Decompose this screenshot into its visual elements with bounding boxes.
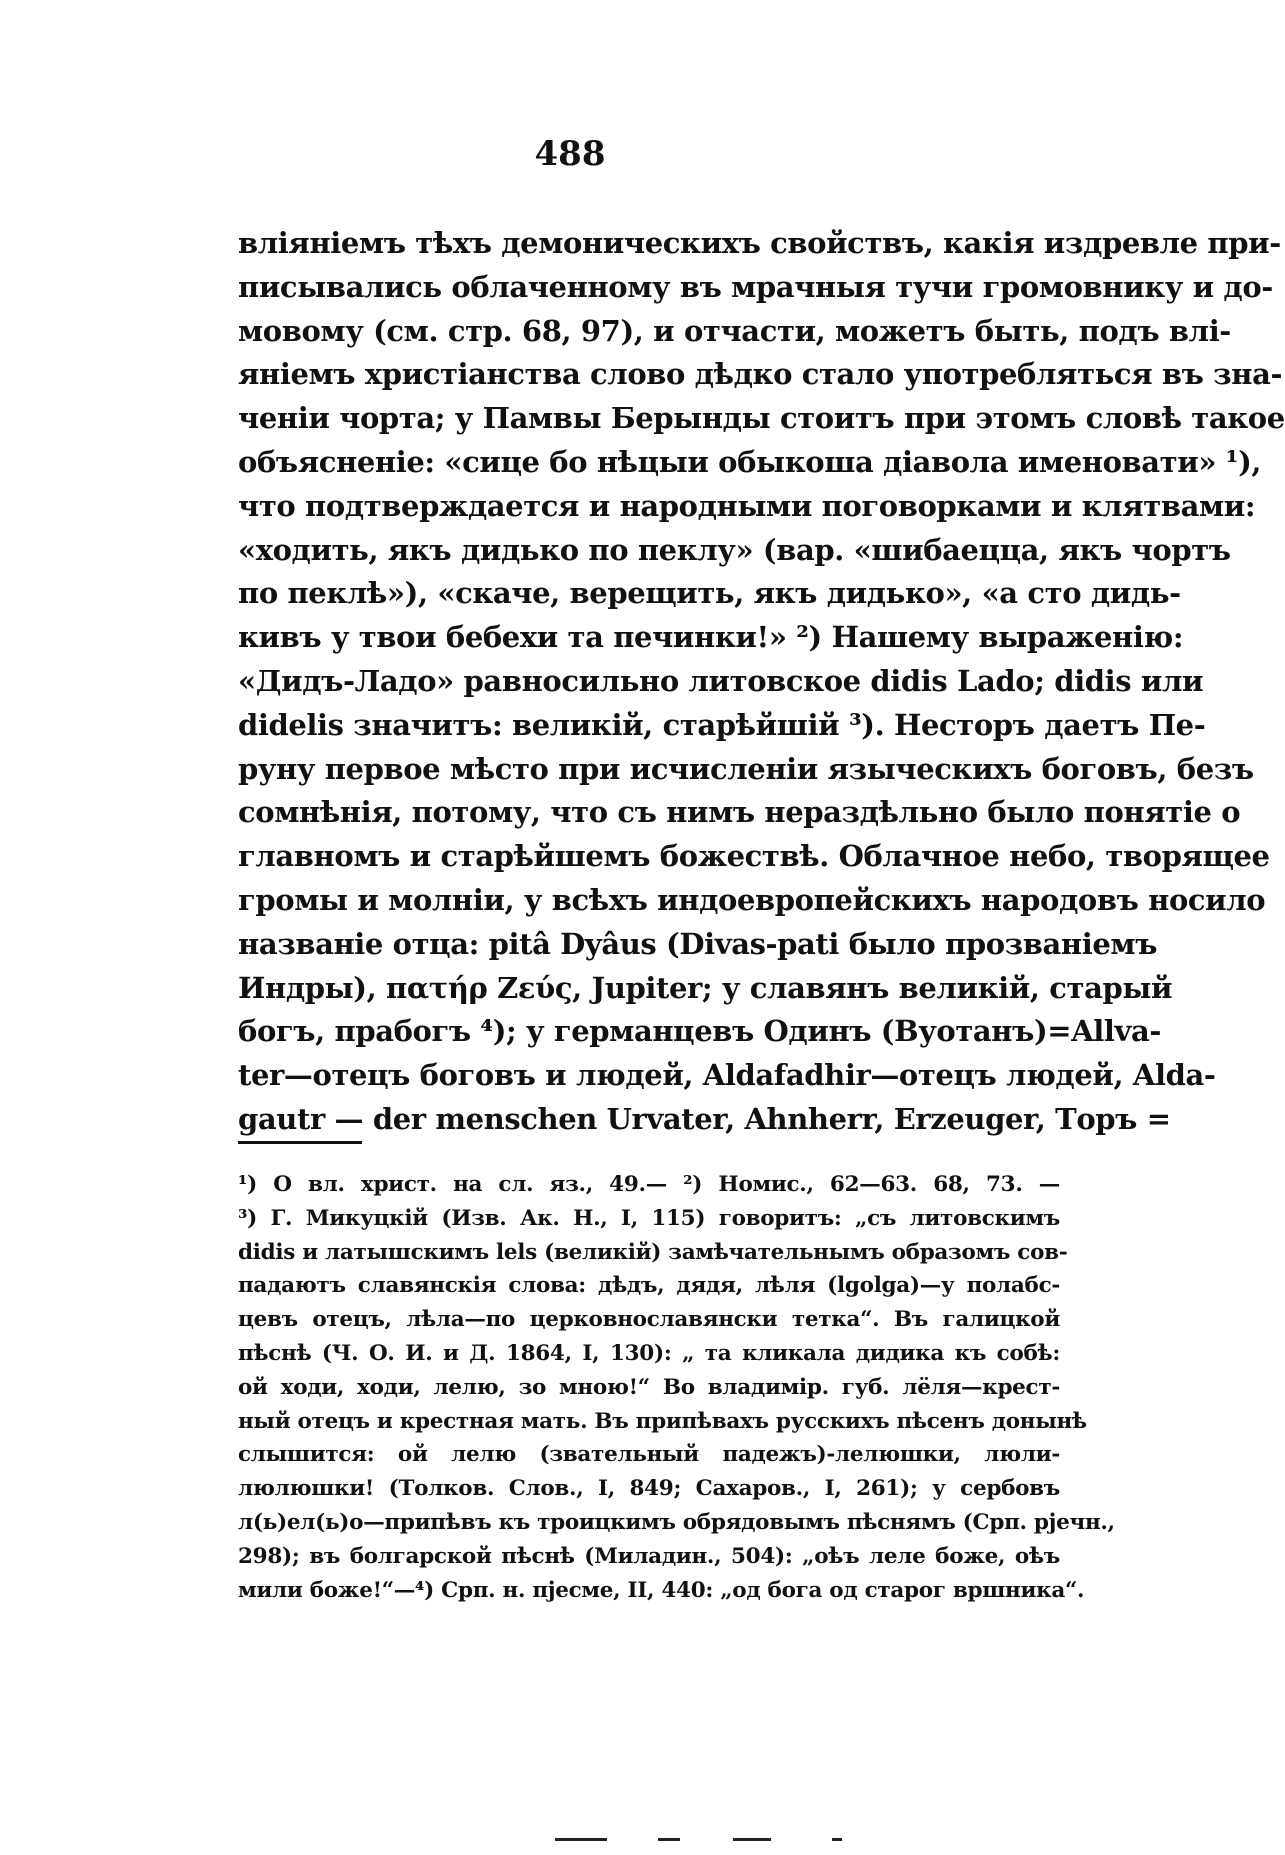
body-line: по пеклѣ»), «скаче, верещить, якъ дидько», «а сто дидь- xyxy=(238,576,1181,611)
footnote-line: ³) Г. Микуцкій (Изв. Ак. Н., I, 115) говоритъ: „съ литовскимъ xyxy=(238,1205,1060,1231)
body-line: gautr — der menschen Urvater, Ahnherr, Erzeuger, Торъ = xyxy=(238,1101,1171,1136)
footnote-line: слышится: ой лелю (звательный падежъ)-лелюшки, люли- xyxy=(238,1442,1060,1468)
body-line: кивъ у твои бебехи та печинки!» ²) Нашему выраженію: xyxy=(238,620,1184,655)
body-line: названіе отца: pitâ Dyâus (Divas-pati было прозваніемъ xyxy=(238,926,1158,961)
body-line: руну первое мѣсто при исчисленіи языческихъ боговъ, безъ xyxy=(238,751,1254,786)
footnote-line: 298); въ болгарской пѣснѣ (Миладин., 504): „оѣъ леле боже, оѣъ xyxy=(238,1543,1060,1569)
footnote-line: пѣснѣ (Ч. О. И. и Д. 1864, I, 130): „ та кликала дидика къ собѣ: xyxy=(238,1340,1060,1366)
body-line: главномъ и старѣйшемъ божествѣ. Облачное небо, творящее xyxy=(238,839,1270,874)
footnote-line: didis и латышскимъ lels (великій) замѣчательнымъ образомъ сов- xyxy=(238,1239,1068,1265)
scan-mark xyxy=(555,1838,607,1841)
footnote-line: падаютъ славянскія слова: дѣдъ, дядя, лѣля (lgolga)—у полабс- xyxy=(238,1273,1060,1299)
scan-mark xyxy=(832,1838,842,1841)
main-text xyxy=(238,222,1285,1142)
footnote-line: ¹) О вл. христ. на сл. яз., 49.— ²) Номис., 62—63. 68, 73. — xyxy=(238,1172,1060,1197)
scan-mark xyxy=(658,1838,680,1841)
body-line: Индры), πατήρ Ζεύς, Jupiter; у славянъ великій, старый xyxy=(238,970,1173,1005)
body-line: сомнѣнія, потому, что съ нимъ нераздѣльно было понятіе о xyxy=(238,795,1241,830)
body-line: вліяніемъ тѣхъ демоническихъ свойствъ, какія издревле при- xyxy=(238,226,1281,260)
footnote-line: л(ь)ел(ь)о—припѣвъ къ троицкимъ обрядовымъ пѣснямъ (Срп. рјечн., xyxy=(238,1509,1115,1535)
body-line: didelis значитъ: великій, старѣйшій ³). Несторъ даетъ Пе- xyxy=(238,707,1206,742)
footnote-line: цевъ отецъ, лѣла—по церковнославянски тетка“. Въ галицкой xyxy=(238,1307,1060,1333)
footnote-line: мили боже!“—⁴) Срп. н. пјесме, II, 440: „од бога од старог вршника“. xyxy=(238,1577,1085,1603)
body-line: громы и молніи, у всѣхъ индоевропейскихъ народовъ носило xyxy=(238,882,1266,917)
body-line: мовому (см. стр. 68, 97), и отчасти, можетъ быть, подъ влі- xyxy=(238,313,1231,348)
body-line: «Дидъ-Ладо» равносильно литовское didis Lado; didis или xyxy=(238,663,1204,698)
footnote-line: ный отецъ и крестная мать. Въ припѣвахъ русскихъ пѣсенъ донынѣ xyxy=(238,1408,1087,1434)
body-line: яніемъ христіанства слово дѣдко стало употребляться въ зна- xyxy=(238,357,1283,392)
footnotes xyxy=(238,1168,1115,1607)
body-line: «ходить, якъ дидько по пеклу» (вар. «шибаецца, якъ чортъ xyxy=(238,532,1231,567)
footnote-line: люлюшки! (Толков. Слов., I, 849; Сахаров., I, 261); у сербовъ xyxy=(238,1476,1060,1502)
page-number: 488 xyxy=(534,134,606,174)
body-line: что подтверждается и народными поговорками и клятвами: xyxy=(238,488,1256,523)
body-line: ченіи чорта; у Памвы Берынды стоитъ при этомъ словѣ такое xyxy=(238,401,1285,436)
footnote-divider xyxy=(238,1141,362,1144)
body-line: объясненіе: «сице бо нѣцыи обыкоша діавола именовати» ¹), xyxy=(238,444,1262,479)
scan-edge-marks xyxy=(0,1838,1140,1844)
scan-mark xyxy=(733,1838,771,1841)
footnote-line: ой ходи, ходи, лелю, зо мною!“ Во владимір. губ. лёля—крест- xyxy=(238,1374,1060,1400)
body-line: богъ, прабогъ ⁴); у германцевъ Одинъ (Вуотанъ)=Allva- xyxy=(238,1014,1162,1049)
body-line: писывались облаченному въ мрачныя тучи громовнику и до- xyxy=(238,269,1273,304)
body-line: ter—отецъ боговъ и людей, Aldafadhir—отецъ людей, Alda- xyxy=(238,1058,1216,1093)
